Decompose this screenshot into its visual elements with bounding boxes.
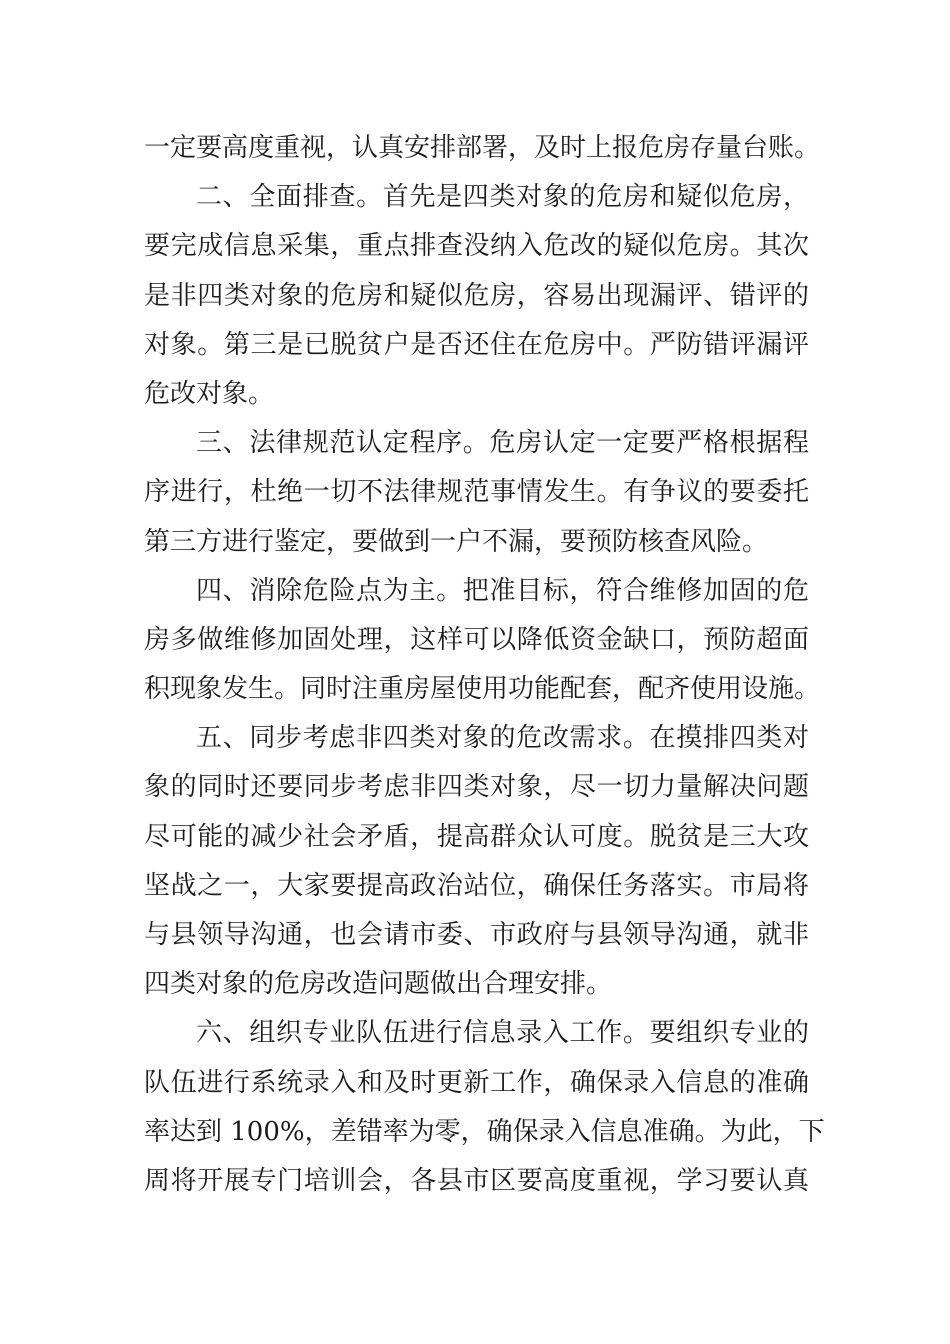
text-line: 序进行，杜绝一切不法律规范事情发生。有争议的要委托: [144, 477, 809, 508]
text-line: 周将开展专门培训会，各县市区要高度重视，学习要认真: [144, 1165, 809, 1196]
text-line: 一定要高度重视，认真安排部署，及时上报危房存量台账。: [144, 133, 821, 163]
text-line: 尽可能的减少社会矛盾，提高群众认可度。脱贫是三大攻: [144, 821, 809, 852]
text-line: 率达到 100%，差错率为零，确保录入信息准确。为此，下: [144, 1116, 825, 1147]
text-line: 象的同时还要同步考虑非四类对象，尽一切力量解决问题: [144, 772, 809, 803]
text-line: 危改对象。: [144, 378, 275, 409]
text-line: 坚战之一，大家要提高政治站位，确保任务落实。市局将: [144, 870, 809, 901]
paragraph-first-line: 三、法律规范认定程序。危房认定一定要严格根据程: [196, 428, 809, 459]
text-line: 第三方进行鉴定，要做到一户不漏，要预防核查风险。: [144, 526, 769, 557]
text-line: 与县领导沟通，也会请市委、市政府与县领导沟通，就非: [144, 920, 809, 950]
text-line: 房多做维修加固处理，这样可以降低资金缺口，预防超面: [144, 624, 809, 655]
paragraph-first-line: 五、同步考虑非四类对象的危改需求。在摸排四类对: [196, 723, 809, 754]
document-body: [144, 124, 825, 1206]
text-line: 积现象发生。同时注重房屋使用功能配套，配齐使用设施。: [144, 674, 821, 705]
text-line: 对象。第三是已脱贫户是否还住在危房中。严防错评漏评: [144, 329, 809, 360]
paragraph-first-line: 四、消除危险点为主。把准目标，符合维修加固的危: [196, 575, 809, 606]
text-line: 是非四类对象的危房和疑似危房，容易出现漏评、错评的: [144, 280, 809, 311]
paragraph-first-line: 六、组织专业队伍进行信息录入工作。要组织专业的: [196, 1018, 809, 1049]
text-line: 要完成信息采集，重点排查没纳入危改的疑似危房。其次: [144, 231, 809, 262]
text-line: 队伍进行系统录入和及时更新工作，确保录入信息的准确: [144, 1067, 809, 1098]
paragraph-first-line: 二、全面排查。首先是四类对象的危房和疑似危房，: [196, 182, 809, 213]
text-line: 四类对象的危房改造问题做出合理安排。: [144, 969, 613, 1000]
